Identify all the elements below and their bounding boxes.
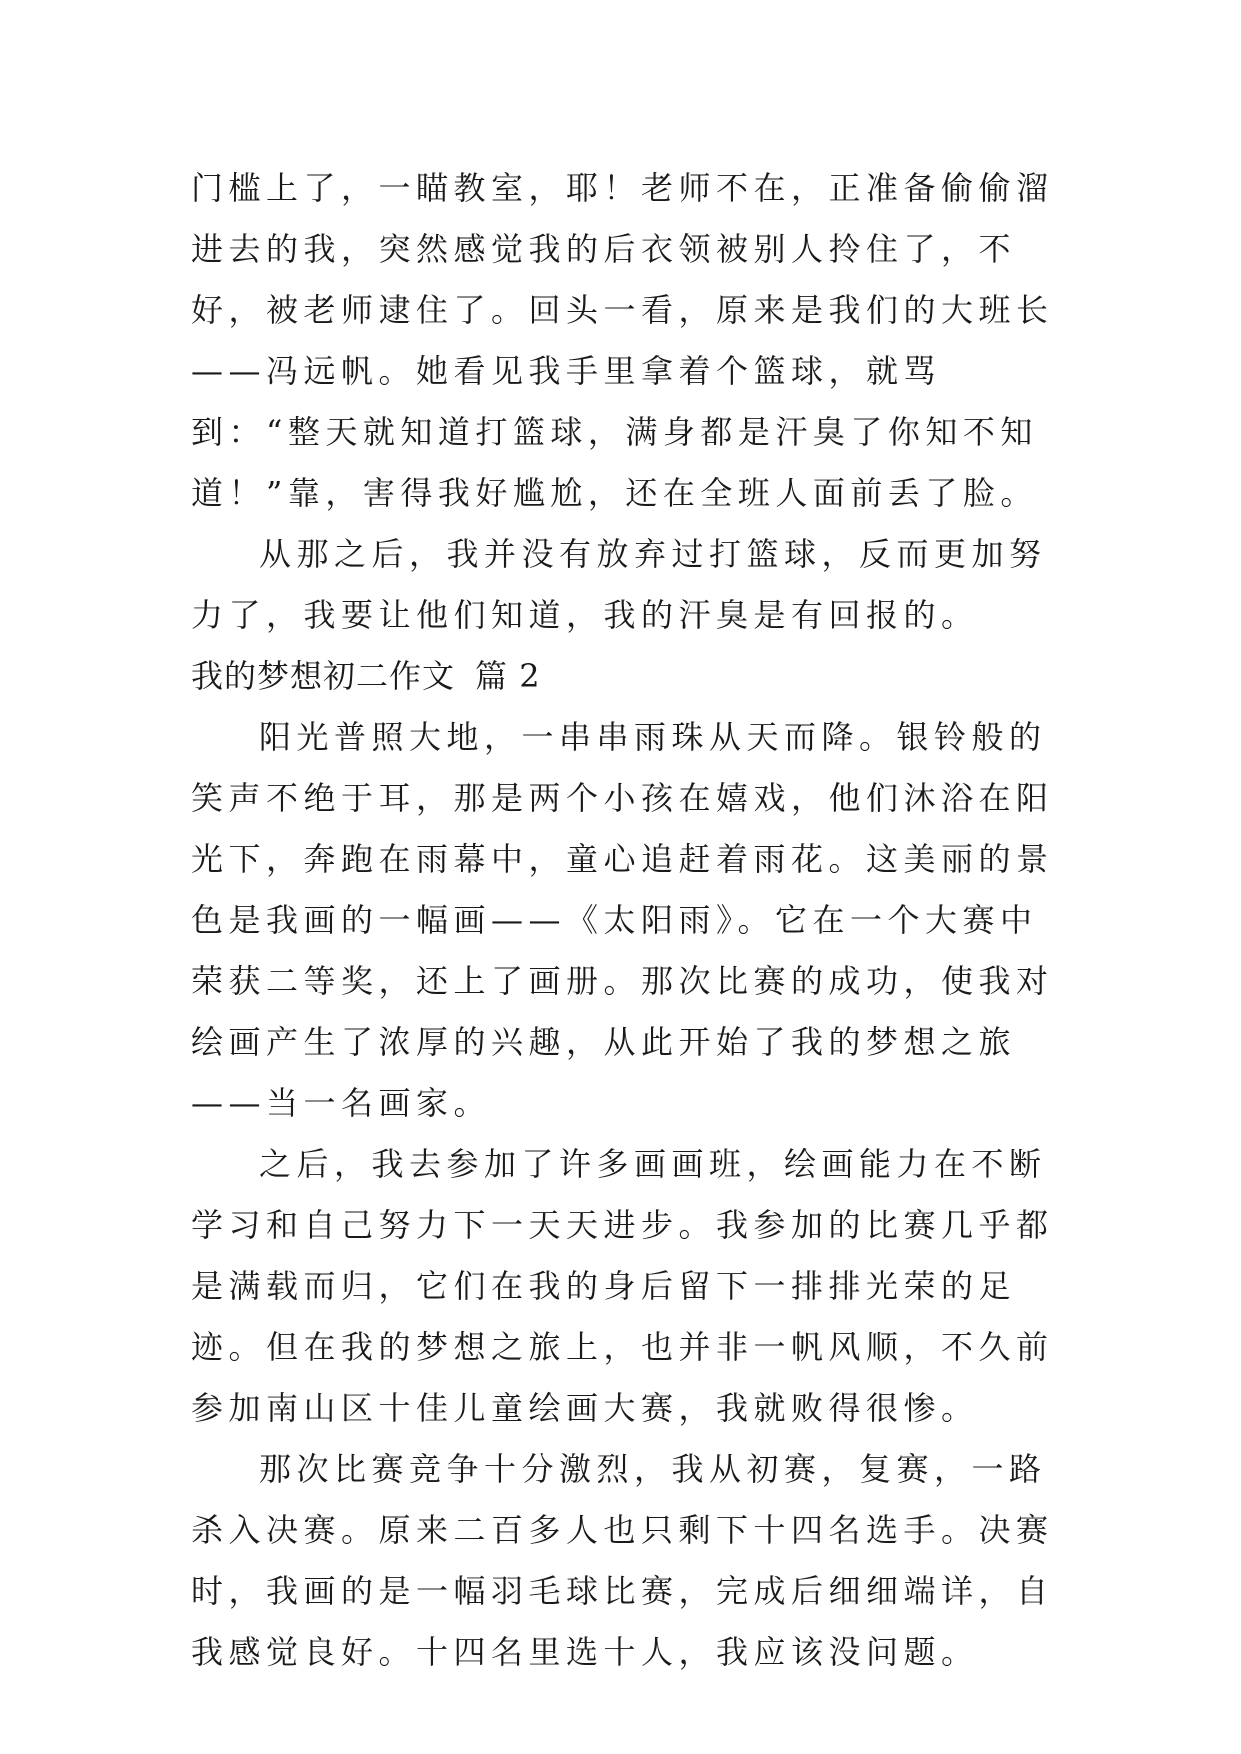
section-heading <box>191 646 1071 707</box>
paragraph-4: 之后，我去参加了许多画画班，绘画能力在不断学习和自己努力下一天天进步。我参加的比赛几乎都是满载而归，它们在我的身后留下一排排光荣的足迹。但在我的梦想之旅上，也并非一帆风顺，不久前参加南山区十佳儿童绘画大赛，我就败得很惨。 <box>191 1145 1054 1427</box>
paragraph-2: 从那之后，我并没有放弃过打篮球，反而更加努力了，我要让他们知道，我的汗臭是有回报的。 <box>191 535 1047 634</box>
section-label: 篇 2 <box>475 657 541 695</box>
paragraph-1: 门槛上了，一瞄教室，耶！老师不在，正准备偷偷溜进去的我，突然感觉我的后衣领被别人拎住了，不好，被老师逮住了。回头一看，原来是我们的大班长——冯远帆。她看见我手里拿着个篮球，就骂到：“整天就知道打篮球，满身都是汗臭了你知不知道！”靠，害得我好尴尬，还在全班人面前丢了脸。 <box>191 169 1054 512</box>
document-body <box>191 158 1071 1683</box>
paragraph-3: 阳光普照大地，一串串雨珠从天而降。银铃般的笑声不绝于耳，那是两个小孩在嬉戏，他们沐浴在阳光下，奔跑在雨幕中，童心追赶着雨花。这美丽的景色是我画的一幅画——《太阳雨》。它在一个大赛中荣获二等奖，还上了画册。那次比赛的成功，使我对绘画产生了浓厚的兴趣，从此开始了我的梦想之旅——当一名画家。 <box>191 718 1054 1122</box>
paragraph-5: 那次比赛竞争十分激烈，我从初赛，复赛，一路杀入决赛。原来二百多人也只剩下十四名选手。决赛时，我画的是一幅羽毛球比赛，完成后细细端详，自我感觉良好。十四名里选十人，我应该没问题。 <box>191 1450 1054 1671</box>
section-title: 我的梦想初二作文 <box>191 657 456 695</box>
